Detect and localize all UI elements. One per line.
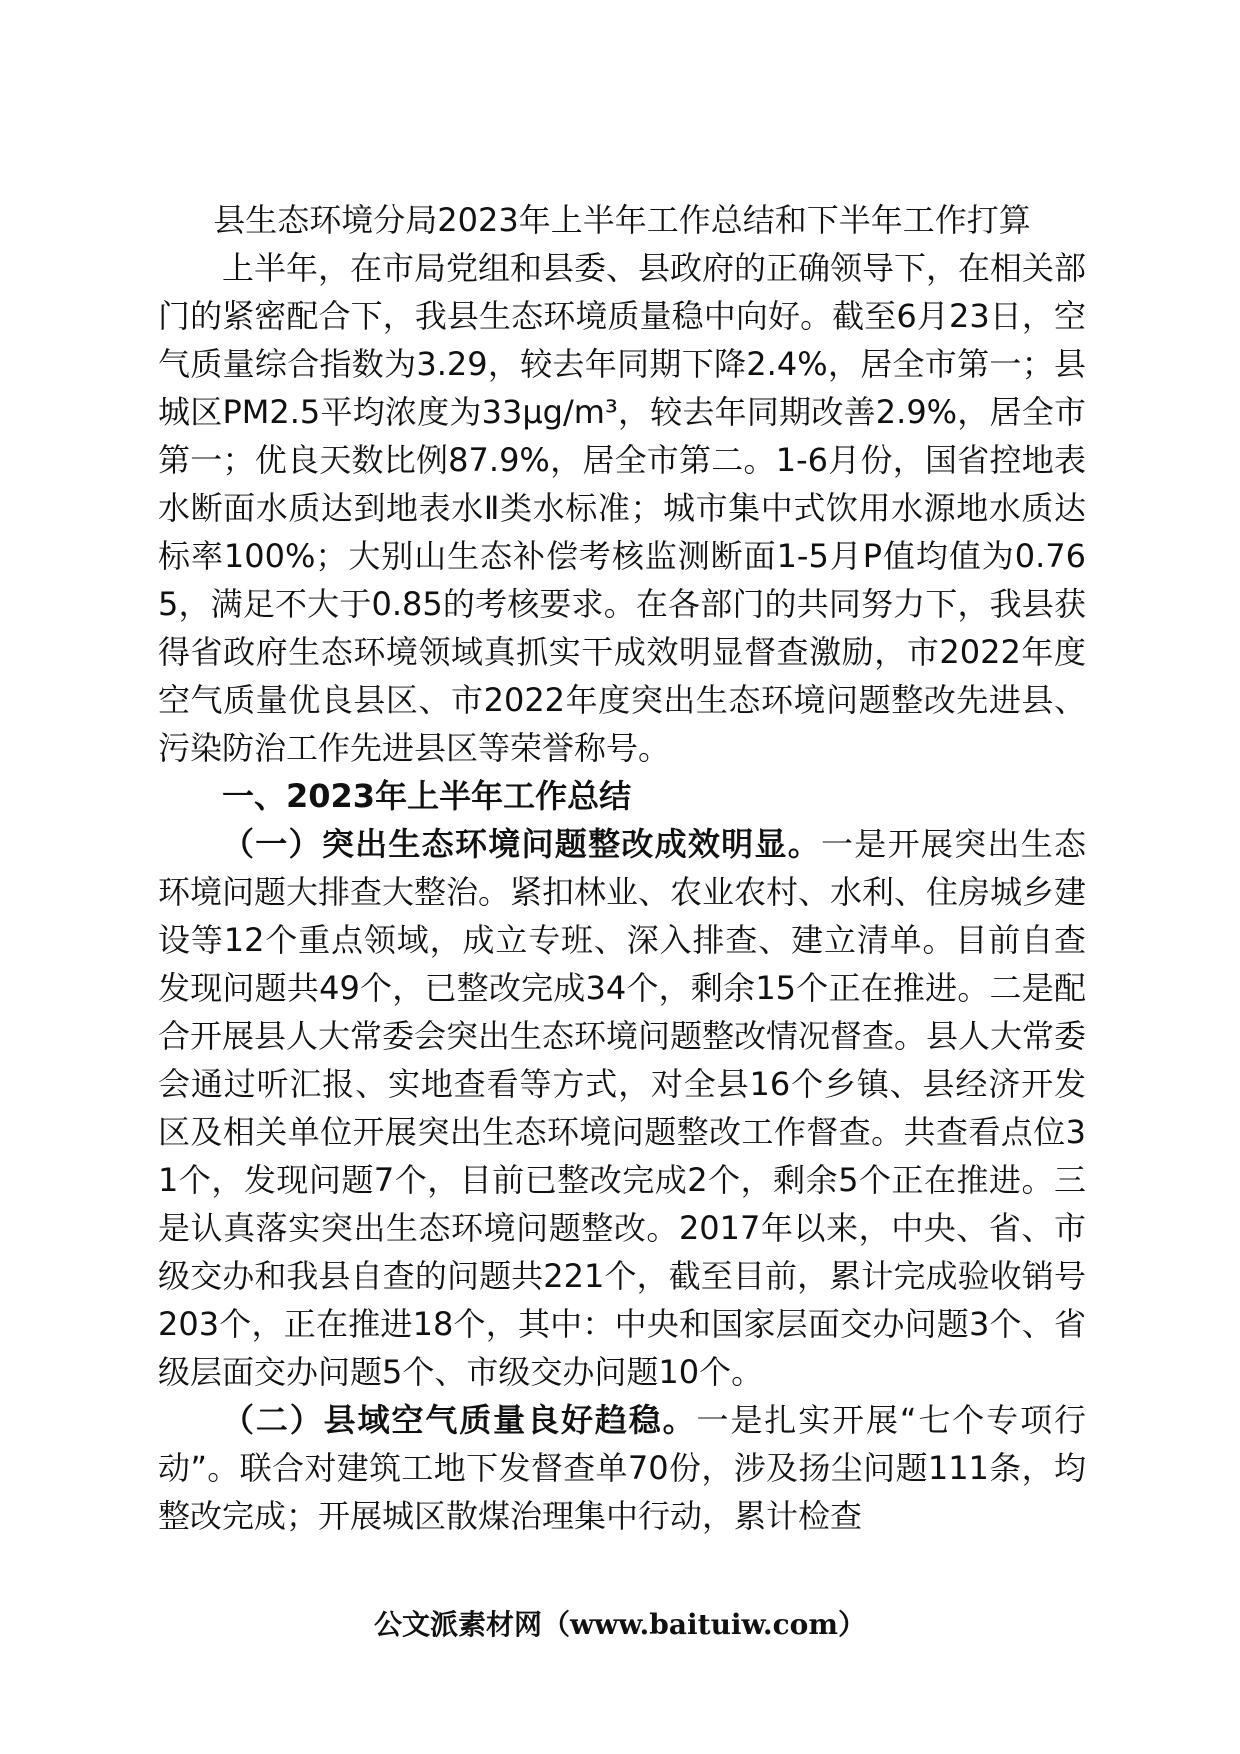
subsection-2-lead: （二）县域空气质量良好趋稳。 bbox=[222, 1401, 697, 1439]
subsection-2-paragraph bbox=[158, 1396, 1086, 1540]
document-title: 县生态环境分局2023年上半年工作总结和下半年工作打算 bbox=[213, 201, 1031, 239]
document-body bbox=[158, 196, 1086, 1540]
subsection-2-body: 一是扎实开展“七个专项行动”。联合对建筑工地下发督查单70份，涉及扬尘问题111条，均整改完成；开展城区散煤治理集中行动，累计检查 bbox=[158, 1401, 1086, 1535]
footer-watermark: 公文派素材网（www.baituiw.com） bbox=[374, 1608, 866, 1641]
subsection-1-lead: （一）突出生态环境问题整改成效明显。 bbox=[222, 825, 822, 863]
section-heading: 一、2023年上半年工作总结 bbox=[222, 777, 632, 815]
subsection-1-paragraph bbox=[158, 820, 1086, 1396]
subsection-1-body: 一是开展突出生态环境问题大排查大整治。紧扣林业、农业农村、水利、住房城乡建设等12个重点领域，成立专班、深入排查、建立清单。目前自查发现问题共49个，已整改完成34个，剩余15个正在推进。二是配合开展县人大常委会突出生态环境问题整改情况督查。县人大常委会通过听汇报、实地查看等方式，对全县16个乡镇、县经济开发区及相关单位开展突出生态环境问题整改工作督查。共查看点位31个，发现问题7个，目前已整改完成2个，剩余5个正在推进。三是认真落实突出生态环境问题整改。2017年以来，中央、省、市级交办和我县自查的问题共221个，截至目前，累计完成验收销号203个，正在推进18个，其中：中央和国家层面交办问题3个、省级层面交办问题5个、市级交办问题10个。 bbox=[158, 825, 1087, 1391]
intro-paragraph: 上半年，在市局党组和县委、县政府的正确领导下，在相关部门的紧密配合下，我县生态环境质量稳中向好。截至6月23日，空气质量综合指数为3.29，较去年同期下降2.4%，居全市第一；县城区PM2.5平均浓度为33μg/m³，较去年同期改善2.9%，居全市第一；优良天数比例87.9%，居全市第二。1-6月份，国省控地表水断面水质达到地表水Ⅱ类水标准；城市集中式饮用水源地水质达标率100%；大别山生态补偿考核监测断面1-5月P值均值为0.765，满足不大于0.85的考核要求。在各部门的共同努力下，我县获得省政府生态环境领域真抓实干成效明显督查激励，市2022年度空气质量优良县区、市2022年度突出生态环境问题整改先进县、污染防治工作先进县区等荣誉称号。 bbox=[158, 249, 1087, 767]
